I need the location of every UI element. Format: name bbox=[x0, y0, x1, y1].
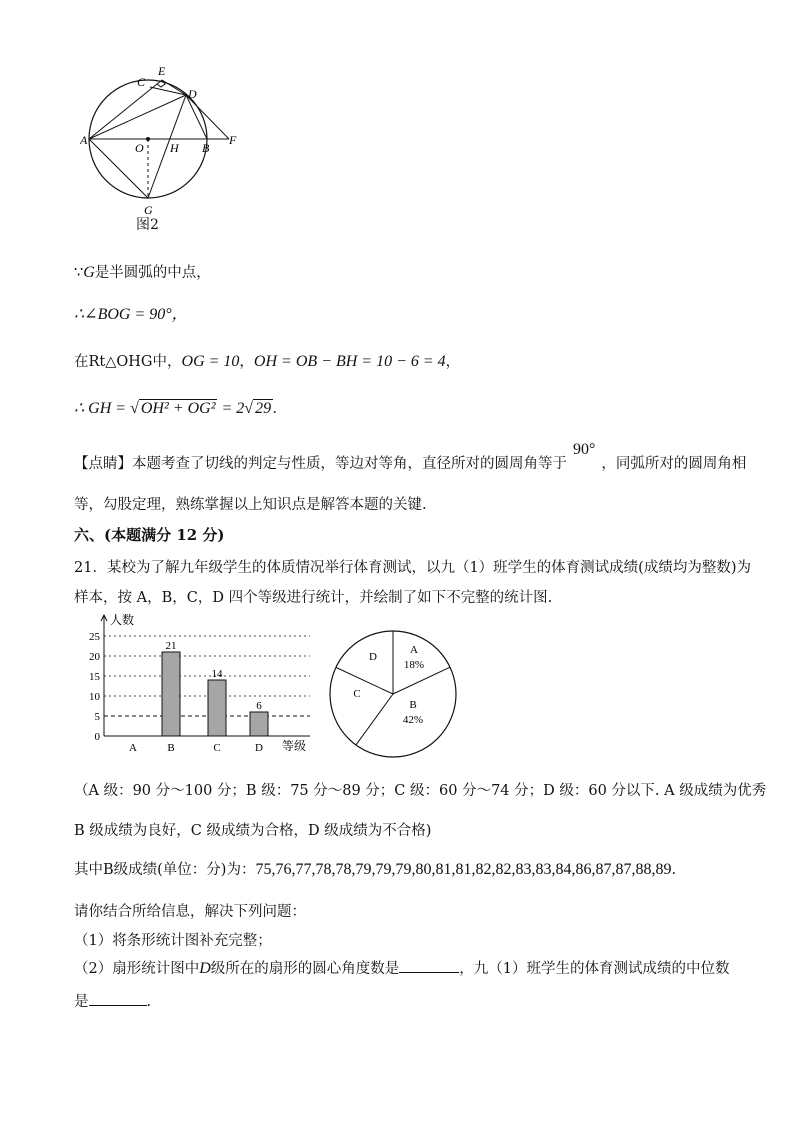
figure2-caption: 图2 bbox=[136, 217, 159, 233]
sub-question-2-cont: 是 . bbox=[74, 990, 151, 1011]
bar-label-D: 6 bbox=[256, 700, 262, 712]
solution-line-3: 在Rt△OHG中，OG = 10，OH = OB − BH = 10 − 6 = 4， bbox=[74, 353, 461, 370]
center-o-dot bbox=[146, 137, 150, 141]
sub-question-1: （1）将条形统计图补充完整； bbox=[74, 933, 272, 949]
label-b: B bbox=[202, 141, 210, 155]
x-tick-label-B: B bbox=[167, 742, 175, 754]
y-tick-label-0: 0 bbox=[94, 731, 100, 743]
segment-db bbox=[186, 95, 207, 139]
solution-line-2: ∴∠BOG = 90°， bbox=[74, 306, 188, 323]
x-tick-label-D: D bbox=[255, 742, 263, 754]
grade-line-2: B 级成绩为良好，C 级成绩为合格，D 级成绩为不合格) bbox=[74, 823, 432, 839]
b-scores-line: 其中B级成绩(单位：分)为：75,76,77,78,78,79,79,79,80,81,81,82,82,83,83,84,86,87,87,88,89. bbox=[74, 861, 677, 878]
y-axis-label: 人数 bbox=[110, 613, 135, 627]
tip-line-2: 等，勾股定理，熟练掌握以上知识点是解答本题的关键. bbox=[74, 497, 427, 513]
section-title: 六、(本题满分 12 分) bbox=[74, 526, 225, 544]
pie-label-C: C bbox=[353, 688, 361, 700]
segment-ae bbox=[89, 80, 162, 139]
label-f: F bbox=[229, 133, 237, 147]
solution-line-4: ∴ GH = √ OH² + OG² = 2√ 29 . bbox=[74, 400, 278, 417]
y-tick-label-10: 10 bbox=[89, 691, 100, 703]
tip-line-1: 【点睛】本题考查了切线的判定与性质，等边对等角，直径所对的圆周角等于90°，同弧所对的圆周角相 bbox=[74, 441, 747, 472]
y-tick-label-20: 20 bbox=[89, 651, 100, 663]
label-c: C bbox=[137, 75, 146, 89]
q21-line-2: 样本，按 A，B，C，D 四个等级进行统计，并绘制了如下不完整的统计图. bbox=[74, 590, 553, 606]
answer-blank-median[interactable] bbox=[89, 991, 147, 1006]
solution-line-1: ∵G是半圆弧的中点， bbox=[74, 264, 211, 281]
x-tick-label-C: C bbox=[213, 742, 221, 754]
x-axis-label: 等级 bbox=[282, 739, 307, 753]
label-o: O bbox=[135, 141, 144, 155]
label-e: E bbox=[158, 64, 166, 78]
bar-label-C: 14 bbox=[211, 668, 223, 680]
y-tick-label-15: 15 bbox=[89, 671, 100, 683]
bar-B bbox=[162, 652, 180, 736]
bar-D bbox=[250, 712, 268, 736]
grade-line-1: （A 级：90 分～100 分；B 级：75 分～89 分；C 级：60 分～74 分；D 级：60 分以下. A 级成绩为优秀 bbox=[74, 783, 767, 799]
x-tick-label-A: A bbox=[129, 742, 137, 754]
figure2-geometry bbox=[80, 60, 250, 240]
q21-line-1: 21．某校为了解九年级学生的体质情况举行体育测试，以九（1）班学生的体育测试成绩(成绩均为整数)为 bbox=[74, 560, 751, 576]
prompt-line: 请你结合所给信息，解决下列问题： bbox=[74, 904, 306, 920]
bar-chart bbox=[78, 610, 328, 760]
sub-question-2: （2）扇形统计图中D级所在的扇形的圆心角度数是 ，九（1）班学生的体育测试成绩的中位数 bbox=[74, 960, 730, 977]
segment-ad bbox=[89, 95, 186, 139]
y-tick-label-5: 5 bbox=[94, 711, 100, 723]
label-a: A bbox=[80, 133, 88, 147]
label-h: H bbox=[170, 141, 179, 155]
pie-percent-A: 18% bbox=[403, 659, 425, 671]
pie-label-D: D bbox=[369, 651, 377, 663]
segment-df bbox=[186, 95, 229, 139]
pie-label-B: B bbox=[409, 699, 417, 711]
bar-C bbox=[208, 680, 226, 736]
pie-chart bbox=[327, 628, 462, 763]
pie-percent-B: 42% bbox=[402, 714, 424, 726]
y-tick-label-25: 25 bbox=[89, 631, 100, 643]
segment-cd bbox=[150, 87, 186, 95]
label-d: D bbox=[188, 87, 197, 101]
label-g: G bbox=[144, 203, 153, 217]
answer-blank-angle[interactable] bbox=[399, 958, 459, 973]
bar-label-B: 21 bbox=[165, 640, 177, 652]
pie-label-A: A bbox=[410, 644, 418, 656]
segment-dg bbox=[148, 95, 186, 198]
